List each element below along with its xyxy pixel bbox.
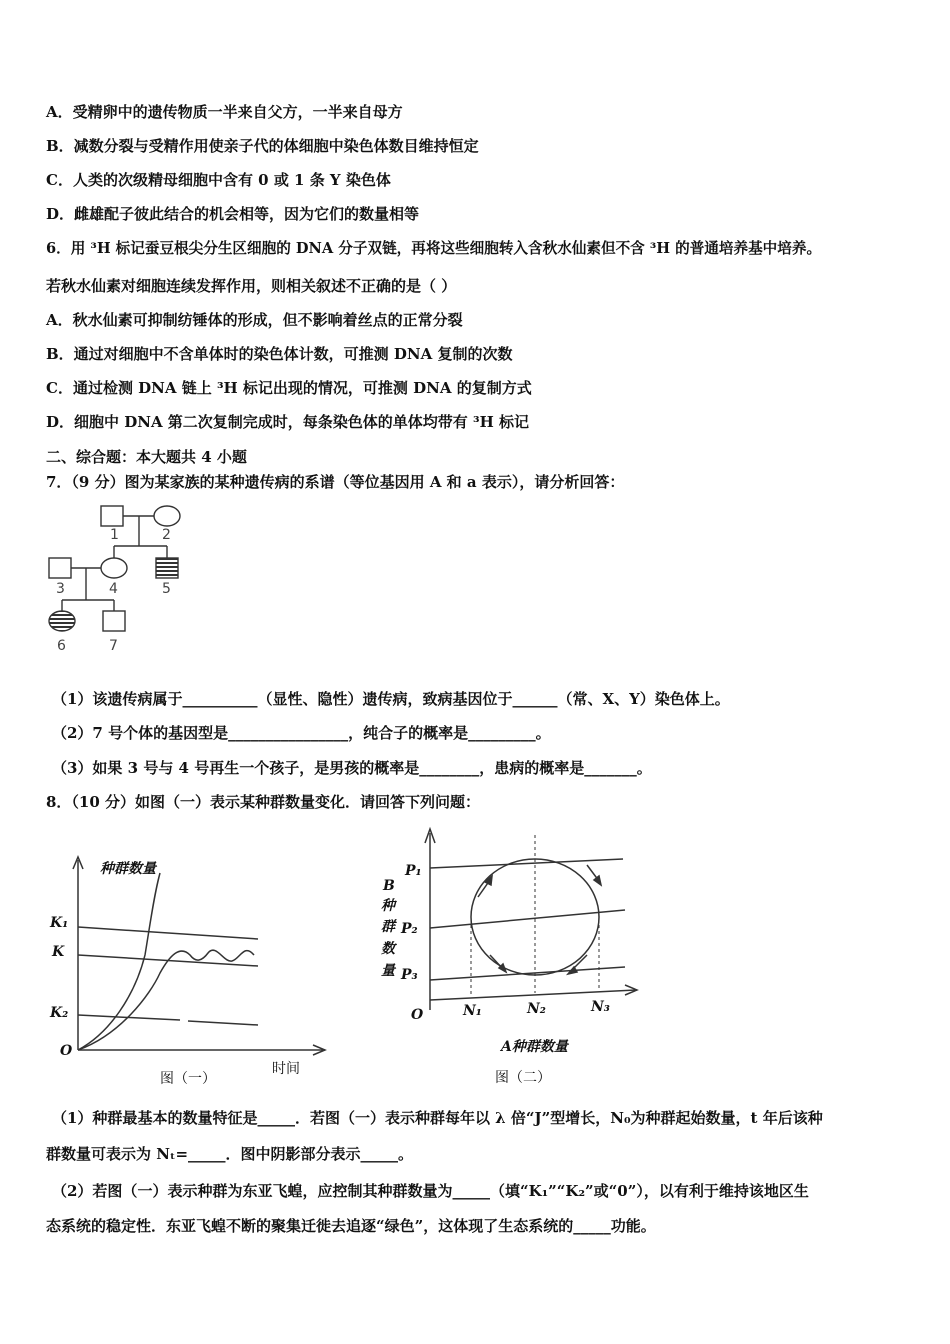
q5-option-a: A．受精卵中的遗传物质一半来自父方，一半来自母方 <box>46 103 403 121</box>
fig1-label-k2: K₂ <box>50 1005 69 1021</box>
fig1-label-k: K <box>52 944 65 960</box>
fig2-label-n3: N₃ <box>591 999 610 1015</box>
q7-part2: （2）7 号个体的基因型是________________，纯合子的概率是_________。 <box>52 724 551 742</box>
q8-part2-line2: 态系统的稳定性．东亚飞蝗不断的聚集迁徙去追逐“绿色”，这体现了生态系统的_____功能。 <box>46 1217 656 1235</box>
fig2-label-p2: P₂ <box>401 921 418 937</box>
fig1-caption: 图（一） <box>160 1071 216 1087</box>
q8-part1-line1: （1）种群最基本的数量特征是_____．若图（一）表示种群每年以 λ 倍“J”型增长，N₀为种群起始数量，t 年后该种 <box>52 1109 823 1127</box>
pedigree-female-4 <box>101 558 127 578</box>
fig2-origin: O <box>411 1007 424 1023</box>
pedigree-male-3 <box>49 558 71 578</box>
q8-part1-line2: 群数量可表示为 Nₜ=_____．图中阴影部分表示_____。 <box>46 1145 414 1163</box>
q5-option-b: B．减数分裂与受精作用使亲子代的体细胞中染色体数目维持恒定 <box>46 137 479 155</box>
fig1-ylabel: 种群数量 <box>100 861 156 877</box>
pedigree-male-1 <box>101 506 123 526</box>
pedigree-label-6: 6 <box>57 638 66 654</box>
q6-option-c: C．通过检测 DNA 链上 ³H 标记出现的情况，可推测 DNA 的复制方式 <box>46 379 532 397</box>
q8-part2-line1: （2）若图（一）表示种群为东亚飞蝗，应控制其种群数量为_____（填“K₁”“K₂”或“0”），以有利于维持该地区生 <box>52 1182 809 1200</box>
q6-stem-line1: 6．用 ³H 标记蚕豆根尖分生区细胞的 DNA 分子双链，再将这些细胞转入含秋水仙素但不含 ³H 的普通培养基中培养。 <box>46 240 822 257</box>
pedigree-label-4: 4 <box>109 581 118 597</box>
q5-option-d: D．雌雄配子彼此结合的机会相等，因为它们的数量相等 <box>46 205 420 223</box>
q7-part1: （1）该遗传病属于__________（显性、隐性）遗传病，致病基因位于______（常、X、Y）染色体上。 <box>52 690 730 708</box>
section-heading: 二、综合题：本大题共 4 小题 <box>46 448 247 466</box>
fig2-label-p3: P₃ <box>401 967 418 983</box>
pedigree-label-7: 7 <box>109 638 118 654</box>
fig2-label-p1: P₁ <box>405 863 422 879</box>
q6-option-b: B．通过对细胞中不含单体时的染色体计数，可推测 DNA 复制的次数 <box>46 345 513 363</box>
q7-part3: （3）如果 3 号与 4 号再生一个孩子，是男孩的概率是________，患病的概率是_______。 <box>52 759 652 777</box>
fig1-origin: O <box>60 1043 73 1059</box>
fig2-ylabel-5: 量 <box>381 963 395 979</box>
figure-1-population-curve <box>40 845 330 1090</box>
pedigree-label-3: 3 <box>56 581 65 597</box>
fig2-ylabel-3: 群 <box>381 919 395 935</box>
q6-option-a: A．秋水仙素可抑制纺锤体的形成，但不影响着丝点的正常分裂 <box>46 311 463 329</box>
pedigree-female-2 <box>154 506 180 526</box>
fig2-ylabel-4: 数 <box>381 941 395 957</box>
pedigree-affected-male-5 <box>156 558 178 578</box>
fig1-label-k1: K₁ <box>50 915 69 931</box>
pedigree-label-5: 5 <box>162 581 171 597</box>
pedigree-affected-female-6 <box>49 611 75 631</box>
fig2-label-n1: N₁ <box>463 1003 482 1019</box>
q7-stem: 7．（9 分）图为某家族的某种遗传病的系谱（等位基因用 A 和 a 表示），请分析回答： <box>46 473 625 491</box>
fig2-xlabel: A种群数量 <box>501 1039 568 1055</box>
fig2-label-n2: N₂ <box>527 1001 546 1017</box>
q6-stem-line2: 若秋水仙素对细胞连续发挥作用，则相关叙述不正确的是（ ） <box>46 277 457 295</box>
q8-stem: 8．（10 分）如图（一）表示某种群数量变化．请回答下列问题： <box>46 793 481 811</box>
fig1-xlabel: 时间 <box>272 1061 300 1077</box>
pedigree-label-1: 1 <box>110 527 119 543</box>
figure-2-predator-prey-cycle <box>375 825 645 1095</box>
pedigree-label-2: 2 <box>162 527 171 543</box>
q5-option-c: C．人类的次级精母细胞中含有 0 或 1 条 Y 染色体 <box>46 171 391 189</box>
q6-option-d: D．细胞中 DNA 第二次复制完成时，每条染色体的单体均带有 ³H 标记 <box>46 413 529 431</box>
fig2-ylabel-2: 种 <box>381 898 395 914</box>
fig2-ylabel-1: B <box>383 878 395 894</box>
fig2-caption: 图（二） <box>495 1070 551 1086</box>
pedigree-male-7 <box>103 611 125 631</box>
pedigree-diagram <box>40 498 210 663</box>
